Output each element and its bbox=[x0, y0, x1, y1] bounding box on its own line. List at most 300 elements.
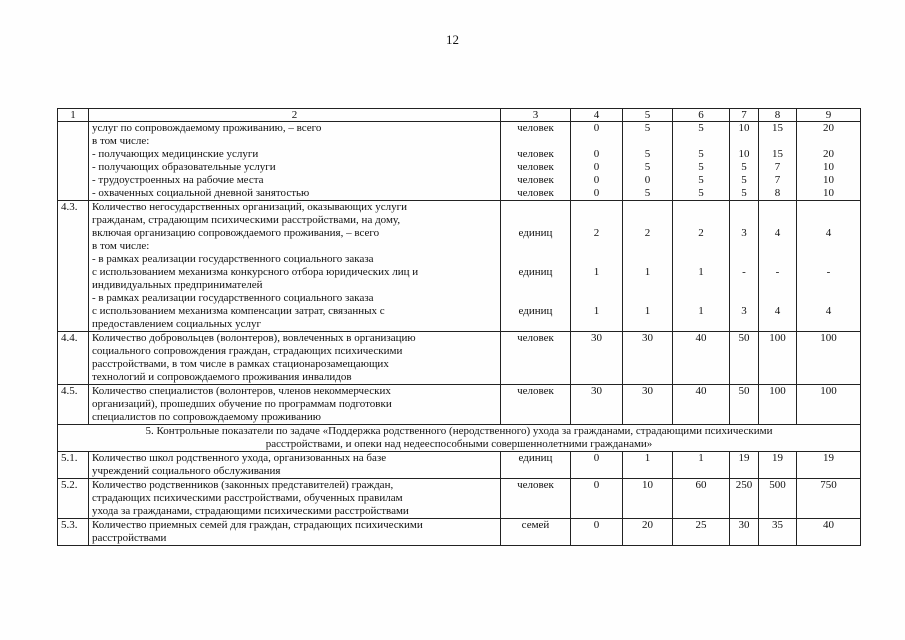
value bbox=[676, 201, 726, 214]
unit-value: единиц bbox=[518, 266, 553, 278]
value: 750 bbox=[820, 479, 837, 491]
row-number bbox=[58, 122, 89, 201]
value bbox=[676, 240, 726, 253]
value bbox=[626, 240, 669, 253]
value bbox=[574, 214, 619, 227]
value: 0 bbox=[593, 519, 600, 531]
unit-cell bbox=[501, 519, 571, 546]
unit-value: человек bbox=[517, 174, 554, 186]
value bbox=[574, 505, 619, 518]
value bbox=[762, 135, 793, 148]
value bbox=[626, 214, 669, 227]
value bbox=[800, 292, 857, 305]
value bbox=[733, 411, 755, 424]
value bbox=[800, 358, 857, 371]
row-number: 5.2. bbox=[58, 479, 89, 519]
unit-cell bbox=[501, 201, 571, 332]
row-number: 4.5. bbox=[58, 385, 89, 425]
description-line: ухода за гражданами, страдающими психическими расстройствами bbox=[92, 505, 409, 517]
description-line: - в рамках реализации государственного социального заказа bbox=[92, 253, 374, 265]
value: 4 bbox=[774, 305, 781, 317]
value: 2 bbox=[698, 227, 704, 239]
value: 30 bbox=[642, 332, 653, 344]
value-cell bbox=[571, 519, 623, 546]
value bbox=[762, 279, 793, 292]
description-line: Количество приемных семей для граждан, страдающих психическими bbox=[92, 519, 423, 531]
value bbox=[762, 492, 793, 505]
description-line: - трудоустроенных на рабочие места bbox=[92, 174, 264, 186]
unit-value bbox=[504, 318, 567, 331]
value-cell bbox=[730, 519, 759, 546]
value bbox=[762, 371, 793, 384]
value bbox=[762, 345, 793, 358]
header-row bbox=[58, 109, 861, 122]
value bbox=[733, 398, 755, 411]
table-row bbox=[58, 385, 861, 425]
value bbox=[762, 532, 793, 545]
value bbox=[800, 318, 857, 331]
unit-cell bbox=[501, 332, 571, 385]
unit-cell bbox=[501, 452, 571, 479]
row-number: 4.3. bbox=[58, 201, 89, 332]
value bbox=[574, 358, 619, 371]
description-line: предоставлением социальных услуг bbox=[92, 318, 262, 330]
value bbox=[626, 292, 669, 305]
value: 10 bbox=[823, 187, 834, 199]
value bbox=[626, 345, 669, 358]
unit-value: человек bbox=[517, 479, 554, 491]
row-number: 4.4. bbox=[58, 332, 89, 385]
value bbox=[676, 135, 726, 148]
value: 5 bbox=[741, 161, 747, 173]
value: 5 bbox=[698, 148, 704, 160]
value bbox=[626, 135, 669, 148]
value bbox=[800, 411, 857, 424]
value: 0 bbox=[593, 187, 600, 199]
value: 15 bbox=[772, 148, 783, 160]
value: 0 bbox=[593, 174, 600, 186]
value: 7 bbox=[774, 174, 781, 186]
value bbox=[733, 358, 755, 371]
value: 15 bbox=[772, 122, 783, 134]
value: 5 bbox=[644, 161, 651, 173]
section-title-line: 5. Контрольные показатели по задаче «Поддержка родственного (неродственного) ухода за гражданами, страдающими психическими bbox=[145, 425, 773, 437]
description-line: с использованием механизма компенсации затрат, связанных с bbox=[92, 305, 385, 317]
value-cell bbox=[759, 385, 797, 425]
value-cell bbox=[623, 479, 673, 519]
value: 40 bbox=[695, 385, 707, 397]
value bbox=[626, 465, 669, 478]
value: 10 bbox=[823, 174, 834, 186]
unit-value: человек bbox=[517, 385, 554, 397]
value: 0 bbox=[593, 479, 600, 491]
value: 50 bbox=[738, 385, 750, 397]
value: 60 bbox=[695, 479, 707, 491]
description-line: расстройствами, в том числе в рамках стационарозамещающих bbox=[92, 358, 389, 370]
value bbox=[800, 253, 857, 266]
value bbox=[676, 318, 726, 331]
row-number: 5.3. bbox=[58, 519, 89, 546]
value: 100 bbox=[820, 385, 837, 397]
value bbox=[762, 214, 793, 227]
value: 10 bbox=[738, 122, 750, 134]
value-cell bbox=[623, 332, 673, 385]
unit-value: человек bbox=[517, 122, 554, 134]
value bbox=[800, 532, 857, 545]
value bbox=[800, 505, 857, 518]
value bbox=[574, 279, 619, 292]
header-cell: 7 bbox=[730, 109, 759, 122]
value bbox=[676, 214, 726, 227]
description-line: учреждений социального обслуживания bbox=[92, 465, 281, 477]
value bbox=[800, 201, 857, 214]
value-cell bbox=[730, 479, 759, 519]
value-cell bbox=[571, 122, 623, 201]
description-line: - в рамках реализации государственного социального заказа bbox=[92, 292, 374, 304]
unit-value bbox=[504, 253, 567, 266]
description-line: с использованием механизма конкурсного отбора юридических лиц и bbox=[92, 266, 419, 278]
value bbox=[733, 135, 755, 148]
value: 1 bbox=[593, 266, 600, 278]
unit-value: человек bbox=[517, 187, 554, 199]
value-cell bbox=[730, 452, 759, 479]
value: 20 bbox=[642, 519, 653, 531]
value bbox=[800, 398, 857, 411]
value: 0 bbox=[644, 174, 651, 186]
description-line: организаций), прошедших обучение по программам подготовки bbox=[92, 398, 392, 410]
value: 8 bbox=[774, 187, 781, 199]
description-line: услуг по сопровождаемому проживанию, – всего bbox=[92, 122, 322, 134]
indicator-description bbox=[89, 201, 501, 332]
unit-cell bbox=[501, 385, 571, 425]
value bbox=[574, 318, 619, 331]
value bbox=[626, 371, 669, 384]
value bbox=[800, 371, 857, 384]
value-cell bbox=[673, 519, 730, 546]
value: 5 bbox=[698, 122, 704, 134]
value: 1 bbox=[698, 305, 704, 317]
value bbox=[626, 279, 669, 292]
description-line: в том числе: bbox=[92, 240, 150, 252]
value-cell bbox=[571, 201, 623, 332]
value: 0 bbox=[593, 148, 600, 160]
value: 30 bbox=[591, 332, 602, 344]
value bbox=[626, 201, 669, 214]
value bbox=[800, 240, 857, 253]
value bbox=[762, 358, 793, 371]
value: 1 bbox=[698, 266, 704, 278]
value bbox=[762, 318, 793, 331]
value bbox=[762, 253, 793, 266]
table-row bbox=[58, 452, 861, 479]
value: 19 bbox=[772, 452, 783, 464]
value: 5 bbox=[698, 161, 704, 173]
unit-value: единиц bbox=[518, 305, 553, 317]
value-cell bbox=[797, 122, 861, 201]
value bbox=[762, 465, 793, 478]
value: 3 bbox=[741, 227, 747, 239]
value: 19 bbox=[738, 452, 750, 464]
value-cell bbox=[730, 332, 759, 385]
value bbox=[676, 492, 726, 505]
value: 19 bbox=[823, 452, 834, 464]
value bbox=[574, 398, 619, 411]
value bbox=[574, 532, 619, 545]
value-cell bbox=[673, 201, 730, 332]
value bbox=[676, 371, 726, 384]
value bbox=[574, 465, 619, 478]
value bbox=[762, 411, 793, 424]
value: 7 bbox=[774, 161, 781, 173]
indicator-description bbox=[89, 332, 501, 385]
value-cell bbox=[623, 201, 673, 332]
header-cell: 1 bbox=[58, 109, 89, 122]
unit-value bbox=[504, 214, 567, 227]
value bbox=[626, 318, 669, 331]
value: 5 bbox=[698, 174, 704, 186]
value-cell bbox=[673, 385, 730, 425]
value bbox=[733, 214, 755, 227]
unit-value: человек bbox=[517, 148, 554, 160]
value: 10 bbox=[823, 161, 834, 173]
table-row bbox=[58, 332, 861, 385]
value-cell bbox=[759, 122, 797, 201]
value bbox=[574, 135, 619, 148]
value-cell bbox=[797, 452, 861, 479]
value: 3 bbox=[741, 305, 747, 317]
value: 5 bbox=[644, 187, 651, 199]
unit-value bbox=[504, 465, 567, 478]
value: 100 bbox=[769, 332, 786, 344]
value bbox=[626, 358, 669, 371]
unit-value bbox=[504, 371, 567, 384]
unit-value bbox=[504, 292, 567, 305]
value-cell bbox=[797, 385, 861, 425]
value bbox=[574, 253, 619, 266]
value bbox=[800, 345, 857, 358]
unit-cell bbox=[501, 479, 571, 519]
value bbox=[574, 240, 619, 253]
value-cell bbox=[673, 452, 730, 479]
value-cell bbox=[571, 452, 623, 479]
description-line: страдающих психическими расстройствами, обученных правилам bbox=[92, 492, 403, 504]
value bbox=[626, 505, 669, 518]
value bbox=[626, 411, 669, 424]
value bbox=[574, 371, 619, 384]
unit-value bbox=[504, 358, 567, 371]
value-cell bbox=[759, 332, 797, 385]
unit-value bbox=[504, 505, 567, 518]
value: 2 bbox=[644, 227, 651, 239]
value bbox=[676, 345, 726, 358]
value-cell bbox=[759, 452, 797, 479]
value: 4 bbox=[825, 305, 832, 317]
value: 250 bbox=[735, 479, 753, 491]
value: 1 bbox=[593, 305, 600, 317]
value-cell bbox=[673, 479, 730, 519]
unit-value bbox=[504, 411, 567, 424]
value bbox=[626, 492, 669, 505]
value-cell bbox=[759, 519, 797, 546]
value: 30 bbox=[591, 385, 602, 397]
value: 5 bbox=[644, 122, 651, 134]
value-cell bbox=[759, 479, 797, 519]
description-line: Количество негосударственных организаций, оказывающих услуги bbox=[92, 201, 408, 213]
header-cell: 2 bbox=[89, 109, 501, 122]
value: 20 bbox=[823, 148, 834, 160]
value-cell bbox=[673, 332, 730, 385]
page-number: 12 bbox=[446, 32, 459, 47]
value-cell bbox=[797, 479, 861, 519]
value: 1 bbox=[644, 266, 651, 278]
value-cell bbox=[623, 385, 673, 425]
header-cell: 6 bbox=[673, 109, 730, 122]
value-cell bbox=[623, 122, 673, 201]
description-line: в том числе: bbox=[92, 135, 150, 147]
value: 30 bbox=[738, 519, 750, 531]
table-row bbox=[58, 519, 861, 546]
unit-value bbox=[504, 279, 567, 292]
value: 100 bbox=[769, 385, 786, 397]
value bbox=[762, 398, 793, 411]
value bbox=[733, 505, 755, 518]
value bbox=[574, 411, 619, 424]
value-cell bbox=[759, 201, 797, 332]
value-cell bbox=[571, 332, 623, 385]
value bbox=[626, 532, 669, 545]
value: 25 bbox=[695, 519, 707, 531]
value: 50 bbox=[738, 332, 750, 344]
unit-value bbox=[504, 345, 567, 358]
value bbox=[574, 345, 619, 358]
value-cell bbox=[797, 332, 861, 385]
value bbox=[733, 492, 755, 505]
value: 4 bbox=[774, 227, 781, 239]
description-line: расстройствами bbox=[92, 532, 167, 544]
description-line: Количество добровольцев (волонтеров), вовлеченных в организацию bbox=[92, 332, 416, 344]
value: 1 bbox=[698, 452, 704, 464]
indicator-description bbox=[89, 479, 501, 519]
value bbox=[733, 371, 755, 384]
value: - bbox=[826, 266, 831, 278]
table-row bbox=[58, 479, 861, 519]
unit-value: человек bbox=[517, 332, 554, 344]
value: 35 bbox=[772, 519, 783, 531]
table-row bbox=[58, 122, 861, 201]
description-line: Количество школ родственного ухода, организованных на базе bbox=[92, 452, 387, 464]
value: 2 bbox=[593, 227, 600, 239]
description-line: технологий и сопровождаемого проживания инвалидов bbox=[92, 371, 352, 383]
unit-value bbox=[504, 398, 567, 411]
value bbox=[676, 358, 726, 371]
value: 5 bbox=[644, 148, 651, 160]
value-cell bbox=[730, 385, 759, 425]
value bbox=[626, 398, 669, 411]
value: 10 bbox=[642, 479, 653, 491]
description-line: Количество специалистов (волонтеров, членов некоммерческих bbox=[92, 385, 391, 397]
value: 1 bbox=[644, 452, 651, 464]
value bbox=[676, 292, 726, 305]
header-cell: 4 bbox=[571, 109, 623, 122]
value bbox=[733, 318, 755, 331]
value: 1 bbox=[644, 305, 651, 317]
description-line: - получающих образовательные услуги bbox=[92, 161, 276, 173]
value-cell bbox=[730, 201, 759, 332]
value-cell bbox=[623, 519, 673, 546]
section-title-line: расстройствами, и опеки над недееспособными совершеннолетними гражданами» bbox=[265, 438, 653, 450]
header-cell: 5 bbox=[623, 109, 673, 122]
description-line: Количество родственников (законных представителей) граждан, bbox=[92, 479, 394, 491]
table-row bbox=[58, 201, 861, 332]
value bbox=[762, 505, 793, 518]
value bbox=[676, 505, 726, 518]
value bbox=[800, 135, 857, 148]
indicator-description bbox=[89, 452, 501, 479]
value bbox=[676, 253, 726, 266]
value: 5 bbox=[741, 187, 747, 199]
description-line: гражданам, страдающим психическими расстройствами, на дому, bbox=[92, 214, 401, 226]
indicator-description bbox=[89, 385, 501, 425]
value: 30 bbox=[642, 385, 653, 397]
value: 10 bbox=[738, 148, 750, 160]
value bbox=[676, 398, 726, 411]
value: 100 bbox=[820, 332, 837, 344]
value bbox=[733, 240, 755, 253]
unit-value: семей bbox=[521, 519, 550, 531]
header-cell: 9 bbox=[797, 109, 861, 122]
value-cell bbox=[571, 479, 623, 519]
value bbox=[676, 411, 726, 424]
value: 0 bbox=[593, 122, 600, 134]
description-line: специалистов по сопровождаемому проживанию bbox=[92, 411, 321, 423]
unit-value bbox=[504, 135, 567, 148]
value-cell bbox=[797, 519, 861, 546]
value: 5 bbox=[698, 187, 704, 199]
value-cell bbox=[730, 122, 759, 201]
value bbox=[676, 465, 726, 478]
header-cell: 8 bbox=[759, 109, 797, 122]
value: 0 bbox=[593, 452, 600, 464]
value bbox=[762, 240, 793, 253]
description-line: индивидуальных предпринимателей bbox=[92, 279, 263, 291]
value-cell bbox=[673, 122, 730, 201]
unit-value bbox=[504, 201, 567, 214]
value bbox=[733, 465, 755, 478]
value: 40 bbox=[695, 332, 707, 344]
value bbox=[800, 279, 857, 292]
value: 0 bbox=[593, 161, 600, 173]
header-cell: 3 bbox=[501, 109, 571, 122]
indicators-table bbox=[57, 108, 861, 546]
value: - bbox=[775, 266, 780, 278]
value bbox=[762, 201, 793, 214]
section-row bbox=[58, 425, 861, 452]
value: 500 bbox=[769, 479, 786, 491]
unit-value: человек bbox=[517, 161, 554, 173]
description-line: - охваченных социальной дневной занятостью bbox=[92, 187, 310, 199]
value bbox=[762, 292, 793, 305]
description-line: включая организацию сопровождаемого проживания, – всего bbox=[92, 227, 380, 239]
value bbox=[733, 532, 755, 545]
value bbox=[733, 292, 755, 305]
section-title bbox=[58, 425, 861, 452]
unit-value: единиц bbox=[518, 452, 553, 464]
value bbox=[733, 201, 755, 214]
value: - bbox=[742, 266, 746, 278]
indicator-description bbox=[89, 122, 501, 201]
value-cell bbox=[623, 452, 673, 479]
unit-value: единиц bbox=[518, 227, 553, 239]
